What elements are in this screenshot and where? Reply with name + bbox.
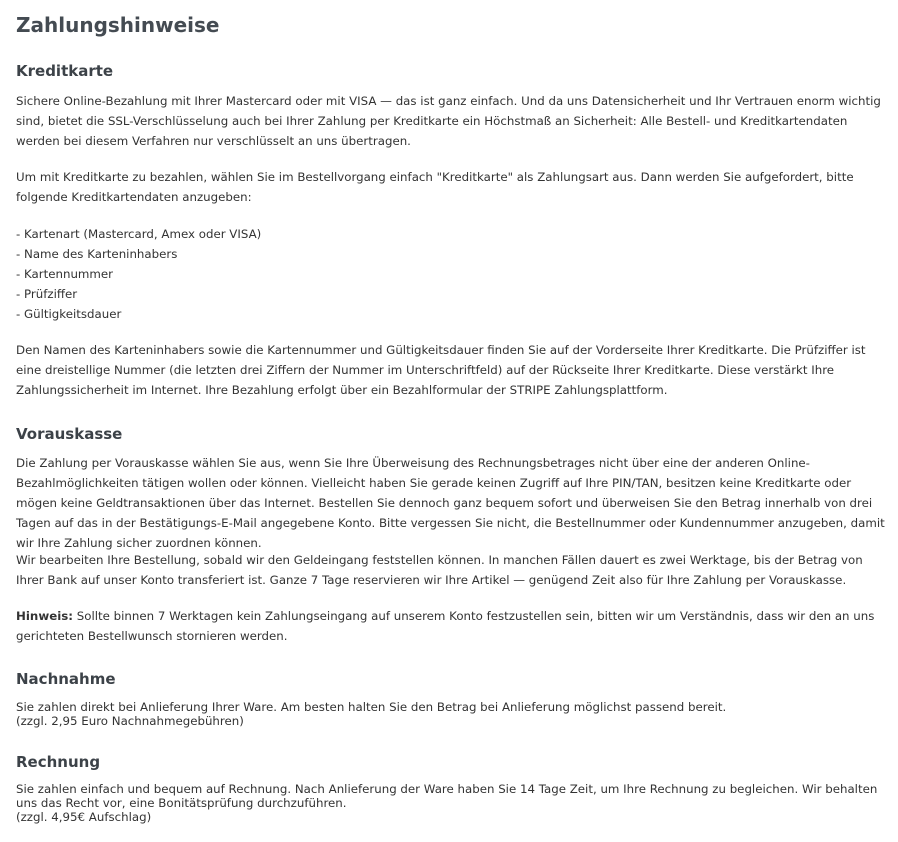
- vorauskasse-paragraph-1: Die Zahlung per Vorauskasse wählen Sie aus, wenn Sie Ihre Überweisung des Rechnungsbetrages nicht über eine der anderen Online-Bezahlmöglichkeiten tätigen wollen oder können. Vielleicht haben Sie gerade keinen Zugriff auf Ihre PIN/TAN, besitzen keine Kreditkarte oder mögen keine Geldtransaktionen über das Internet. Bestellen Sie dennoch ganz bequem sofort und überweisen Sie den Betrag innerhalb von drei Tagen auf das in der Bestätigungs-E-Mail angegebene Konto. Bitte vergessen Sie nicht, die Bestellnummer oder Kundennummer anzugeben, damit wir Ihre Zahlung sicher zuordnen können.: [16, 456, 885, 550]
- section-heading-nachnahme: Nachnahme: [16, 670, 116, 688]
- nachnahme-fee: (zzgl. 2,95 Euro Nachnahmegebühren): [16, 714, 244, 728]
- kreditkarte-paragraph-2: Um mit Kreditkarte zu bezahlen, wählen Sie im Bestellvorgang einfach "Kreditkarte" als Zahlungsart aus. Dann werden Sie aufgefordert, bitte folgende Kreditkartendaten anzugeben:: [16, 170, 854, 204]
- list-item: - Prüfziffer: [16, 287, 78, 301]
- section-heading-kreditkarte: Kreditkarte: [16, 62, 114, 80]
- rechnung-line-1: Sie zahlen einfach und bequem auf Rechnung. Nach Anlieferung der Ware haben Sie 14 Tage Zeit, um Ihre Rechnung zu begleichen. Wir behalten uns das Recht vor, eine Bonitätsprüfung durchzuführen.: [16, 782, 878, 810]
- vorauskasse-note: [16, 606, 886, 646]
- note-label: Hinweis:: [16, 609, 73, 623]
- nachnahme-text: [16, 700, 886, 728]
- section-heading-vorauskasse: Vorauskasse: [16, 425, 123, 443]
- nachnahme-line-1: Sie zahlen direkt bei Anlieferung Ihrer Ware. Am besten halten Sie den Betrag bei Anlieferung möglichst passend bereit.: [16, 700, 727, 714]
- vorauskasse-paragraph-2: Wir bearbeiten Ihre Bestellung, sobald wir den Geldeingang feststellen können. In manchen Fällen dauert es zwei Werktage, bis der Betrag von Ihrer Bank auf unser Konto transferiert ist. Ganze 7 Tage reservieren wir Ihre Artikel — genügend Zeit also für Ihre Zahlung per Vorauskasse.: [16, 553, 863, 587]
- rechnung-fee: (zzgl. 4,95€ Aufschlag): [16, 810, 152, 824]
- rechnung-text: [16, 782, 886, 824]
- kreditkarte-paragraph-3: Den Namen des Karteninhabers sowie die Kartennummer und Gültigkeitsdauer finden Sie auf der Vorderseite Ihrer Kreditkarte. Die Prüfziffer ist eine dreistellige Nummer (die letzten drei Ziffern der Nummer im Unterschriftfeld) auf der Rückseite Ihrer Kreditkarte. Diese verstärkt Ihre Zahlungssicherheit im Internet. Ihre Bezahlung erfolgt über ein Bezahlformular der STRIPE Zahlungsplattform.: [16, 343, 866, 397]
- list-item: - Kartenart (Mastercard, Amex oder VISA): [16, 227, 262, 241]
- list-item: - Kartennummer: [16, 267, 114, 281]
- section-heading-rechnung: Rechnung: [16, 753, 101, 771]
- note-text: Sollte binnen 7 Werktagen kein Zahlungseingang auf unserem Konto festzustellen sein, bitten wir um Verständnis, dass wir den an uns gerichteten Bestellwunsch stornieren werden.: [16, 609, 875, 643]
- kreditkarte-data-list: [16, 224, 261, 324]
- list-item: - Name des Karteninhabers: [16, 247, 178, 261]
- kreditkarte-paragraph-1: Sichere Online-Bezahlung mit Ihrer Mastercard oder mit VISA — das ist ganz einfach. Und da uns Datensicherheit und Ihr Vertrauen enorm wichtig sind, bietet die SSL-Verschlüsselung auch bei Ihrer Zahlung per Kreditkarte ein Höchstmaß an Sicherheit: Alle Bestell- und Kreditkartendaten werden bei diesem Verfahren nur verschlüsselt an uns übertragen.: [16, 94, 881, 148]
- list-item: - Gültigkeitsdauer: [16, 307, 122, 321]
- page-title: Zahlungshinweise: [16, 13, 220, 37]
